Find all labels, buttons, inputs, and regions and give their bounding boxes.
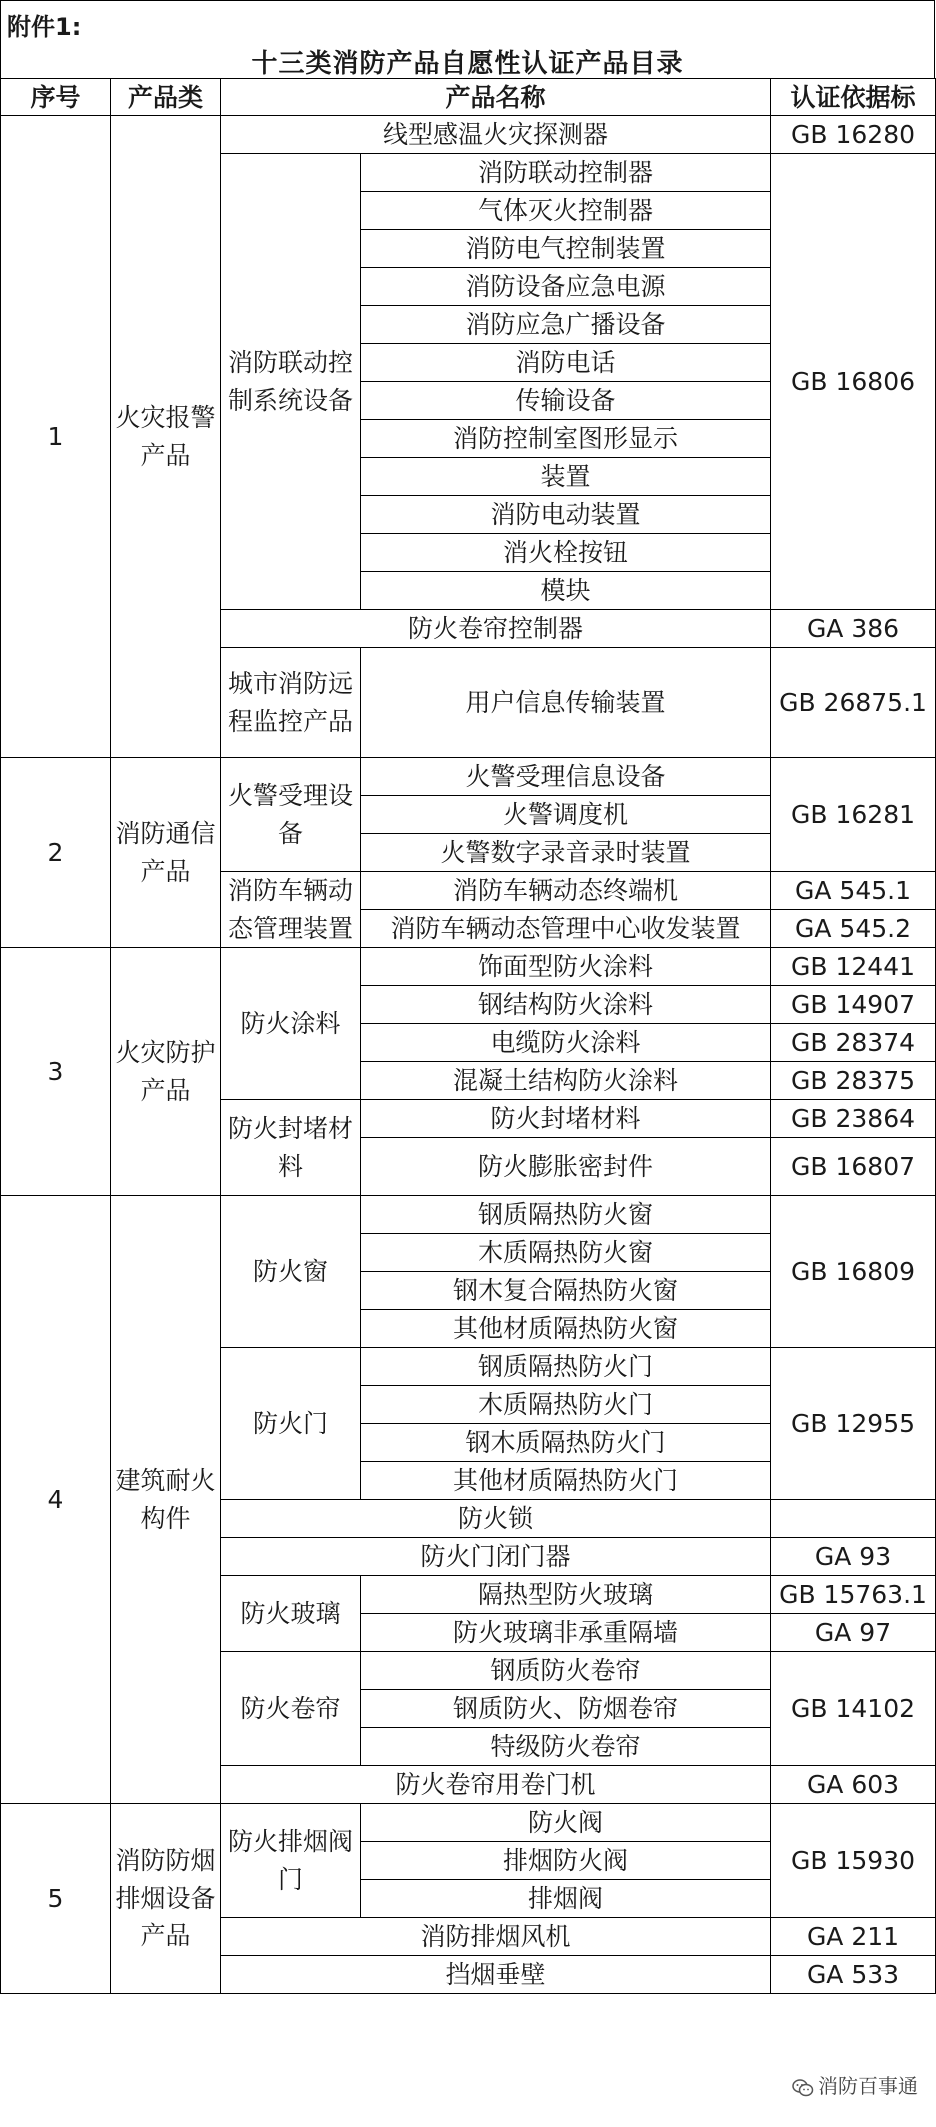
product-name: 钢木质隔热防火门 (361, 1424, 771, 1462)
attachment-label: 附件1: (7, 13, 82, 41)
column-header-name: 产品名称 (221, 79, 771, 116)
product-name: 其他材质隔热防火窗 (361, 1310, 771, 1348)
standard-code: GB 15763.1 (771, 1576, 936, 1614)
product-name: 防火卷帘用卷门机 (221, 1766, 771, 1804)
group-number: 5 (1, 1804, 111, 1994)
product-name: 消防应急广播设备 (361, 306, 771, 344)
standard-code: GA 603 (771, 1766, 936, 1804)
group-number: 1 (1, 116, 111, 758)
group-category: 消防防烟排烟设备产品 (111, 1804, 221, 1994)
standard-code: GB 16806 (771, 154, 936, 610)
product-name: 消防车辆动态终端机 (361, 872, 771, 910)
standard-code: GB 28375 (771, 1062, 936, 1100)
subcategory-label: 消防联动控制系统设备 (221, 154, 361, 610)
standard-code: GB 15930 (771, 1804, 936, 1918)
product-name: 火警调度机 (361, 796, 771, 834)
column-header-no: 序号 (1, 79, 111, 116)
subcategory-label: 防火涂料 (221, 948, 361, 1100)
group-number: 3 (1, 948, 111, 1196)
product-name: 电缆防火涂料 (361, 1024, 771, 1062)
document-title: 十三类消防产品自愿性认证产品目录 (251, 49, 684, 79)
product-name: 钢质防火卷帘 (361, 1652, 771, 1690)
group-category: 火灾防护产品 (111, 948, 221, 1196)
product-name: 消防电气控制装置 (361, 230, 771, 268)
standard-code: GA 545.1 (771, 872, 936, 910)
product-name: 防火封堵材料 (361, 1100, 771, 1138)
standard-code: GA 97 (771, 1614, 936, 1652)
product-name: 特级防火卷帘 (361, 1728, 771, 1766)
group-number: 4 (1, 1196, 111, 1804)
subcategory-label: 火警受理设备 (221, 758, 361, 872)
catalog-table-body (1, 79, 936, 1994)
product-name: 木质隔热防火窗 (361, 1234, 771, 1272)
product-name: 排烟阀 (361, 1880, 771, 1918)
standard-code: GB 23864 (771, 1100, 936, 1138)
standard-code: GB 14907 (771, 986, 936, 1024)
product-name: 消防设备应急电源 (361, 268, 771, 306)
standard-code: GB 12955 (771, 1348, 936, 1500)
table-row (1, 948, 936, 986)
table-row (1, 116, 936, 154)
product-name: 钢结构防火涂料 (361, 986, 771, 1024)
subcategory-label: 防火窗 (221, 1196, 361, 1348)
group-category: 消防通信产品 (111, 758, 221, 948)
product-name: 火警受理信息设备 (361, 758, 771, 796)
standard-code: GB 16807 (771, 1138, 936, 1196)
subcategory-label: 防火卷帘 (221, 1652, 361, 1766)
product-name: 防火阀 (361, 1804, 771, 1842)
table-row (1, 758, 936, 796)
product-name: 钢质隔热防火门 (361, 1348, 771, 1386)
product-name: 消防联动控制器 (361, 154, 771, 192)
column-header-standard: 认证依据标 (771, 79, 936, 116)
group-category: 火灾报警产品 (111, 116, 221, 758)
product-name: 防火锁 (221, 1500, 771, 1538)
product-name: 消防控制室图形显示 (361, 420, 771, 458)
product-name: 其他材质隔热防火门 (361, 1462, 771, 1500)
product-name: 防火门闭门器 (221, 1538, 771, 1576)
product-name: 气体灭火控制器 (361, 192, 771, 230)
group-category: 建筑耐火构件 (111, 1196, 221, 1804)
product-name: 挡烟垂壁 (221, 1956, 771, 1994)
product-name: 模块 (361, 572, 771, 610)
product-name: 消防排烟风机 (221, 1918, 771, 1956)
group-number: 2 (1, 758, 111, 948)
catalog-table (0, 78, 936, 1994)
product-name: 消火栓按钮 (361, 534, 771, 572)
standard-code: GB 12441 (771, 948, 936, 986)
product-name: 装置 (361, 458, 771, 496)
standard-code: GB 16281 (771, 758, 936, 872)
product-name: 钢质隔热防火窗 (361, 1196, 771, 1234)
watermark (788, 2070, 922, 2099)
product-name: 木质隔热防火门 (361, 1386, 771, 1424)
product-name: 用户信息传输装置 (361, 648, 771, 758)
product-name: 钢质防火、防烟卷帘 (361, 1690, 771, 1728)
product-name: 钢木复合隔热防火窗 (361, 1272, 771, 1310)
standard-code: GA 93 (771, 1538, 936, 1576)
standard-code: GB 16809 (771, 1196, 936, 1348)
subcategory-label: 防火玻璃 (221, 1576, 361, 1652)
standard-code: GB 16280 (771, 116, 936, 154)
watermark-text: 消防百事通 (818, 2074, 918, 2098)
product-name: 火警数字录音录时装置 (361, 834, 771, 872)
wechat-icon (792, 2079, 814, 2097)
product-name: 防火膨胀密封件 (361, 1138, 771, 1196)
product-name: 线型感温火灾探测器 (221, 116, 771, 154)
standard-code: GB 26875.1 (771, 648, 936, 758)
subcategory-label: 城市消防远程监控产品 (221, 648, 361, 758)
standard-code: GA 386 (771, 610, 936, 648)
subcategory-label: 消防车辆动态管理装置 (221, 872, 361, 948)
table-header-row (1, 79, 936, 116)
product-name: 混凝土结构防火涂料 (361, 1062, 771, 1100)
standard-code: GA 533 (771, 1956, 936, 1994)
table-row (1, 1196, 936, 1234)
product-name: 隔热型防火玻璃 (361, 1576, 771, 1614)
column-header-category: 产品类 (111, 79, 221, 116)
standard-code: GA 545.2 (771, 910, 936, 948)
subcategory-label: 防火门 (221, 1348, 361, 1500)
product-name: 防火卷帘控制器 (221, 610, 771, 648)
subcategory-label: 防火排烟阀门 (221, 1804, 361, 1918)
product-name: 传输设备 (361, 382, 771, 420)
document-header (0, 0, 935, 78)
product-name: 消防电动装置 (361, 496, 771, 534)
product-name: 防火玻璃非承重隔墙 (361, 1614, 771, 1652)
standard-code-empty (771, 1500, 936, 1538)
table-row (1, 1804, 936, 1842)
standard-code: GA 211 (771, 1918, 936, 1956)
standard-code: GB 28374 (771, 1024, 936, 1062)
product-name: 消防车辆动态管理中心收发装置 (361, 910, 771, 948)
standard-code: GB 14102 (771, 1652, 936, 1766)
product-name: 消防电话 (361, 344, 771, 382)
product-name: 排烟防火阀 (361, 1842, 771, 1880)
subcategory-label: 防火封堵材料 (221, 1100, 361, 1196)
product-name: 饰面型防火涂料 (361, 948, 771, 986)
